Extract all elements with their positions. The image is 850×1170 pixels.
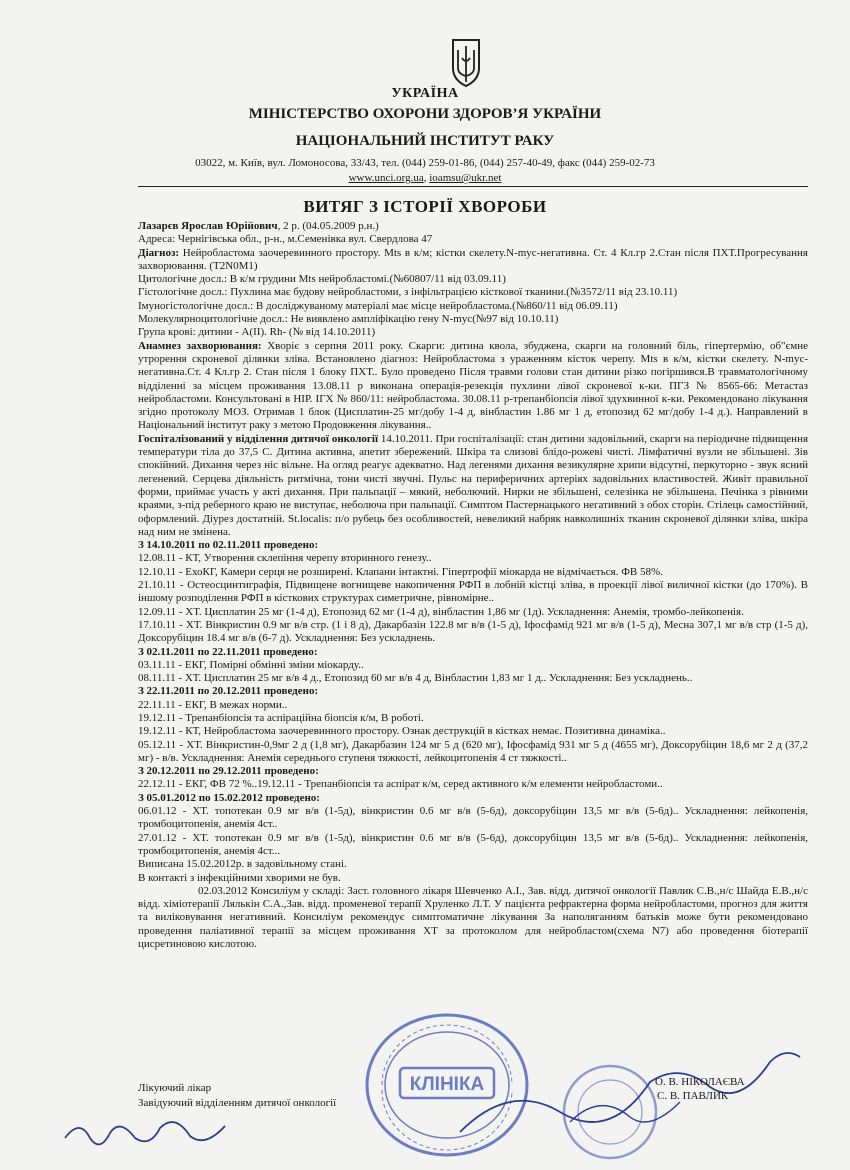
hospitalization-paragraph — [138, 433, 808, 539]
document-title: ВИТЯГ З ІСТОРІЇ ХВОРОБИ — [303, 197, 547, 216]
ministry-name: МІНІСТЕРСТВО ОХОРОНИ ЗДОРОВ’Я УКРАЇНИ — [248, 106, 602, 122]
head-label: Завідуючий відділенням дитячої онкології — [138, 1097, 337, 1109]
head-name: С. В. ПАВЛИК — [657, 1090, 729, 1102]
coat-of-arms-icon — [449, 38, 483, 88]
header-divider — [138, 186, 808, 187]
discharge-line: Виписана 15.02.2012р. в задовільному стані. — [138, 858, 347, 871]
patient-age: , 2 р. (04.05.2009 р.н.) — [277, 220, 379, 232]
immunohistology-line: Імуногістологічне досл.: В досліджуваному матеріалі має місце нейробластома.(№860/11 від 06.09.11) — [138, 299, 618, 312]
histology-line: Гістологічне досл.: Пухлина має будову нейробластоми, з інфільтрацією кісткової тканини.(№3572/11 від 23.10.11) — [138, 286, 678, 299]
period-entry: 12.10.11 - ЕхоКГ, Камери серця не розширені. Клапани інтактні. Гіпертрофії міокарда не відмічається. ФВ 58%. — [138, 565, 663, 578]
period-entry: 06.01.12 - ХТ. топотекан 0.9 мг в/в (1-5д), вінкристин 0.6 мг в/в (5-6д), доксорубіцин 13,5 мг в/в (5-6д).. Ускладнення: лейкопенія, тромбоцитопенія, анемія 4ст.. — [138, 805, 808, 831]
institute-address: 03022, м. Київ, вул. Ломоносова, 33/43, тел. (044) 259-01-86, (044) 257-40-49, факс (044) 259-02-73 — [195, 157, 655, 169]
institute-name: НАЦІОНАЛЬНИЙ ІНСТИТУТ РАКУ — [295, 133, 555, 149]
period-entry: 27.01.12 - ХТ. топотекан 0.9 мг в/в (1-5д), вінкристин 0.6 мг в/в (5-6д), доксорубіцин 13,5 мг в/в (5-6д).. Ускладнення: лейкопенія, тромбоцитопенія, анемія 4ст... — [138, 831, 808, 857]
period-entry: 08.11.11 - ХТ. Цисплатин 25 мг в/в 4 д., Етопозид 60 мг в/в 4 д, Вінбластин 1,83 мг 1 д.. Ускладнення: Без ускладнень.. — [138, 672, 693, 685]
contact-line: В контакті з інфекційними хворими не був. — [138, 871, 341, 884]
email-link[interactable]: ioamsu@ukr.net — [429, 172, 502, 184]
period-entry: 22.11.11 - ЕКГ, В межах норми.. — [138, 698, 288, 711]
molecular-line: Молекулярноцитологічне досл.: Не виявлено ампліфікацію гену N-myc(№97 від 10.10.11) — [138, 313, 559, 326]
cytology-line: Цитологічне досл.: В к/м грудини Mts нейробластомі.(№60807/11 від 03.09.11) — [138, 273, 506, 286]
document-body — [138, 220, 808, 951]
blood-group-line: Група крові: дитини - A(II). Rh- (№ від 14.10.2011) — [138, 326, 376, 339]
country-name: УКРАЇНА — [391, 86, 459, 101]
period-entry: 19.12.11 - КТ, Нейробластома заочеревинного простору. Ознак деструкцій в кістках немає. Позитивна динаміка.. — [138, 725, 666, 738]
period-entry: 17.10.11 - ХТ. Вінкристин 0.9 мг в/в стр. (1 і 8 д), Дакарбазін 122.8 мг в/в (1-5 д), Іфосфамід 921 мг в/в (1-5 д), Месна 307,1 мг в/в стр (1-5 д), Доксорубіцин 18.4 мг в/в (6-7 д). Ускладнення: Без ускладнень. — [138, 618, 808, 645]
patient-line — [138, 220, 808, 233]
period-heading: З 14.10.2011 по 02.11.2011 проведено: — [138, 539, 319, 552]
institute-links: www.unci.org.ua, ioamsu@ukr.net — [348, 172, 502, 184]
period-entry: 03.11.11 - ЕКГ, Помірні обмінні зміни міокарду.. — [138, 658, 364, 671]
diagnosis-label: Діагноз: — [138, 246, 180, 259]
period-entry: 12.08.11 - КТ, Утворення склепіння черепу вторинного генезу.. — [138, 552, 432, 565]
doctor-label: Лікуючий лікар — [138, 1082, 212, 1094]
period-heading: З 20.12.2011 по 29.12.2011 проведено: — [138, 765, 319, 778]
period-entry: 21.10.11 - Остеосцинтиграфія, Підвищене вогнищеве накопичення РФП в лобній кістці зліва, в проекції лівої виличної кістки (до 170%). В іншому розподілення РФП в кісткових структурах симетричне, рівномірне.. — [138, 579, 808, 605]
period-entry: 05.12.11 - ХТ. Вінкристин-0,9мг 2 д (1,8 мг), Дакарбазин 124 мг 5 д (620 мг), Іфосфамід 931 мг 5 д (4655 мг), Доксорубіцин 18,6 мг 2 д (37,2 мг) - в/в. Ускладнення: Анемія середнього ступеня тяжкості, лейкоцитопенія 4 ст тяжкості.. — [138, 738, 808, 764]
period-entry: 12.09.11 - ХТ. Цисплатин 25 мг (1-4 д), Етопозид 62 мг (1-4 д), вінбластин 1,86 мг (1д). Ускладнення: Анемія, тромбо-лейкопенія. — [138, 605, 744, 618]
period-heading: З 05.01.2012 по 15.02.2012 проведено: — [138, 791, 320, 804]
period-heading: З 02.11.2011 по 22.11.2011 проведено: — [138, 645, 318, 658]
patient-address: Адреса: Чернігівська обл., р-н., м.Семенівка вул. Свердлова 47 — [138, 233, 433, 246]
consilium-paragraph: 02.03.2012 Консиліум у складі: Заст. головного лікаря Шевченко А.І., Зав. відд. дитячої онкології Павлик С.В.,н/с Шайда Е.В.,н/с відд. хіміотерапії Лялькін С.А.,Зав. відд. променевої терапії Хруленко Л.Т. У пацієнта рефрактерна форма нейробластоми, прогноз для життя та виліковування негативний. Консиліум рекомендує симптоматичне лікування За наполяганням батьків може бути рекомендовано проведення паліативної терапії за місцем проживання ХТ за протоколом для нейробластом(схема N7) або проведення біотерапії цисретиновою кислотою. — [138, 884, 808, 951]
diagnosis-text: Нейробластома заочеревинного простору. Mts в к/м; кістки скелету.N-myc-негативна. Ст. 4 Кл.гр 2.Стан після ПХТ.Прогресування захворювання. (T2N0M1) — [138, 246, 808, 272]
period-entry: 22.12.11 - ЕКГ, ФВ 72 %..19.12.11 - Трепанбіопсія та аспірат к/м, серед активного к/м елементи нейробластоми.. — [138, 778, 663, 791]
doctor-signature — [450, 1042, 810, 1142]
stamp-center-text: КЛІНІКА — [409, 1074, 485, 1095]
hospitalization-label: Госпіталізований у відділення дитячої онкології — [138, 432, 379, 445]
website-link[interactable]: www.unci.org.ua — [348, 172, 424, 184]
anamnesis-label: Анамнез захворювання: — [138, 339, 262, 352]
anamnesis-text: Хворіє з серпня 2011 року. Скарги: дитина кволa, збуджена, скарги на головний біль, гіпертермію, об"ємне утрорення скроневої ділянки зліва. Встановлено діагноз: Нейробластома з ураженням кісток черепу. Mts в к/м, кістки скелету. N-myc-негативна.Ст. 4 Кл.гр 2. Стан після 1 блоку ПХТ.. Було проведено Після травми голови стан дитини різко погіршився.В травматологічному відділенні за місцем проживання 13.08.11 р виконана операція-резекція пухлини лівої скроневої к-ки. ПГЗ № 8565-66: Метастаз нейробластоми. Консультовані в НІР. ІГХ № 860/11: нейробластома. 30.08.11 р-трепанбіопсія лівої здухвинної к-ки. Рекомендовано лікування згідно протоколу МОЗ. Отримав 1 блок (Цисплатин-25 мг/добу 1-4 д, вінбластин 1.86 мг 1 д, етопозид 62 мг/добу 1-4 д.). Направлений в Національний інститут раку з метою Продовження лікування.. — [138, 339, 808, 432]
period-entry: 19.12.11 - Трепанбіопсія та аспіраційна біопсія к/м, В роботі. — [138, 711, 424, 724]
head-signature — [60, 1108, 240, 1158]
hospitalization-text: 14.10.2011. При госпіталізації: стан дитини задовільний, скарги на періодичне підвищення температури тіла до 37,5 С. Дитина активна, апетит збережений. Шкіра та слизові блідо-рожеві чисті. Лімфатичні вузли не збільшені. Зів спокійний. Дихання через ніс вільне. На огляд реагує адекватно. Над легенями дихання везикулярне хрипи відсутні, перкуторно - звук ясний легеневий. Серцева діяльність ритмічна, тони чисті звучні. Пульс на периферичних артеріях задовільних властивостей. Живіт правильної форми, приймає участь у акті дихання. При пальпації – мякий, неболючий. Нирки не збільшені, селезінка не збільшена. Печінка з рівними краями, з-під реберного краю не виступає, неболюча при пальпації. Симптом Пастернацького негативний з обох сторін. Стілець самостійний, оформлений. Діурез достатній. St.localis: п/о рубець без особливостей, невеликий набряк навколишніх тканин скроневої ділянки зліва, шкіра над ним не змінена. — [138, 432, 809, 538]
period-heading: З 22.11.2011 по 20.12.2011 проведено: — [138, 685, 319, 698]
anamnesis-paragraph — [138, 340, 808, 433]
diagnosis-line — [138, 247, 808, 274]
patient-name: Лазарєв Ярослав Юрійович — [138, 220, 278, 232]
doctor-name: О. В. НІКОЛАЄВА — [655, 1076, 745, 1088]
